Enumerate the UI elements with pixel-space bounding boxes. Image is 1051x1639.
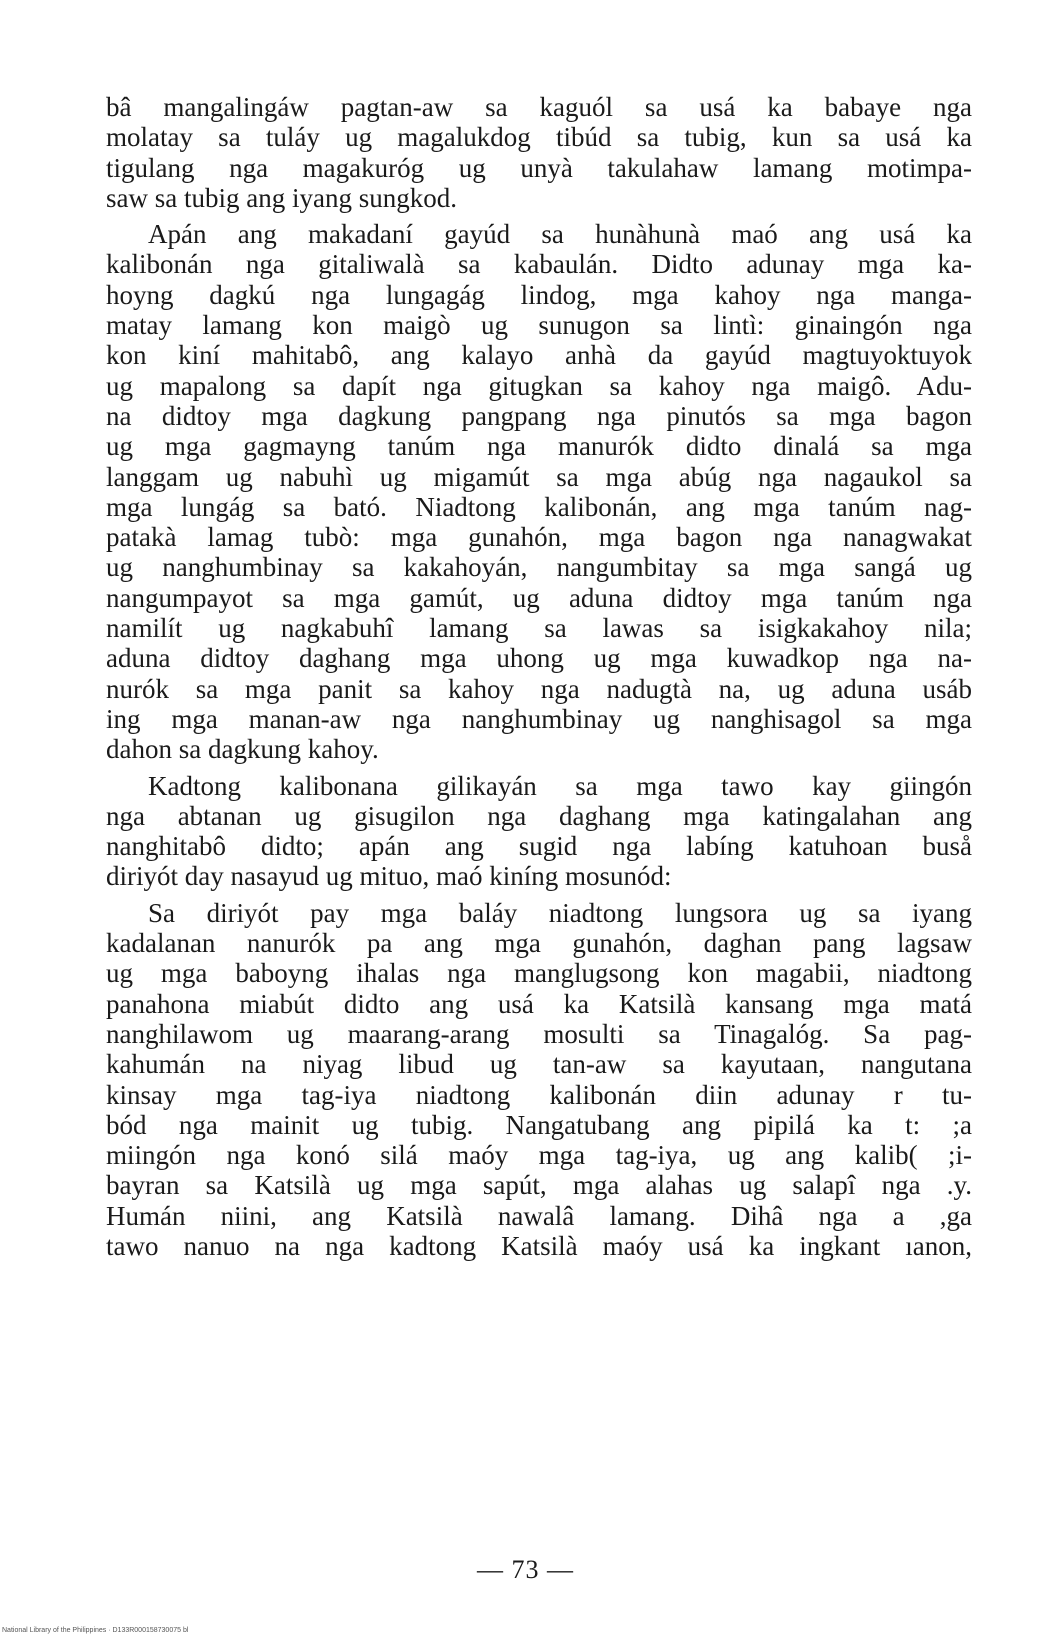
text-line: nanghilawom ug maarang-arang mosulti sa Tinagalóg. Sa pag- bbox=[106, 1018, 972, 1049]
text-line: bâ mangalingáw pagtan-aw sa kaguól sa usá ka babaye nga bbox=[106, 92, 972, 122]
text-line: molatay sa tuláy ug magalukdog tibúd sa tubig, kun sa usá ka bbox=[106, 122, 972, 153]
text-line: bód nga mainit ug tubig. Nangatubang ang pipilá ka t: ;a bbox=[106, 1109, 972, 1140]
text-line: patakà lamag tubò: mga gunahón, mga bagon nga nanagwakat bbox=[106, 522, 972, 553]
text-line: kon kiní mahitabô, ang kalayo anhà da gayúd magtuyoktuyok bbox=[106, 340, 972, 371]
text-line: dahon sa dagkung kahoy. bbox=[106, 734, 379, 765]
text-line: ug mga gagmayng tanúm nga manurók didto dinalá sa mga bbox=[106, 431, 972, 462]
text-line: Humán niini, ang Katsilà nawalâ lamang. Dihâ nga a ,ga bbox=[106, 1200, 972, 1231]
text-line: kinsay mga tag-iya niadtong kalibonán diin adunay r tu- bbox=[106, 1079, 972, 1110]
paragraph bbox=[106, 219, 972, 764]
text-line: matay lamang kon maigò ug sunugon sa lintì: ginaingón nga bbox=[106, 310, 972, 341]
text-line: ug mapalong sa dapít nga gitugkan sa kahoy nga maigô. Adu- bbox=[106, 370, 972, 401]
text-line: diriyót day nasayud ug mituo, maó kiníng mosunód: bbox=[106, 861, 672, 892]
text-line: ug nanghumbinay sa kakahoyán, nangumbitay sa mga sangá ug bbox=[106, 552, 972, 583]
text-line: kadalanan nanurók pa ang mga gunahón, daghan pang lagsaw bbox=[106, 928, 972, 959]
text-line: langgam ug nabuhì ug migamút sa mga abúg nga nagaukol sa bbox=[106, 461, 972, 492]
text-line: na didtoy mga dagkung pangpang nga pinutós sa mga bagon bbox=[106, 400, 972, 431]
text-line: mga lungág sa bató. Niadtong kalibonán, ang mga tanúm nag- bbox=[106, 491, 972, 522]
text-line: miingón nga konó silá maóy mga tag-iya, ug ang kalib( ;i- bbox=[106, 1140, 972, 1171]
text-line: Sa diriyót pay mga baláy niadtong lungsora ug sa iyang bbox=[148, 897, 972, 928]
text-line: tawo nanuo na nga kadtong Katsilà maóy usá ka ingkant ıanon, bbox=[106, 1230, 972, 1261]
text-line: tigulang nga magakuróg ug unyà takulahaw lamang motimpa- bbox=[106, 152, 972, 183]
text-line: ing mga manan-aw nga nanghumbinay ug nanghisagol sa mga bbox=[106, 703, 972, 734]
text-line: bayran sa Katsilà ug mga sapút, mga alahas ug salapî nga .y. bbox=[106, 1170, 972, 1201]
paragraph bbox=[106, 771, 972, 892]
text-line: aduna didtoy daghang mga uhong ug mga kuwadkop nga na- bbox=[106, 643, 972, 674]
text-line: hoyng dagkú nga lungagág lindog, mga kahoy nga manga- bbox=[106, 279, 972, 310]
page-number: — 73 — bbox=[477, 1555, 574, 1584]
paragraph bbox=[106, 898, 972, 1262]
text-line: namilít ug nagkabuhî lamang sa lawas sa isigkakahoy nila; bbox=[106, 613, 972, 644]
text-line: Apán ang makadaní gayúd sa hunàhunà maó ang usá ka bbox=[148, 219, 972, 250]
footer-credit: National Library of the Philippines · D133R000158730075 bl bbox=[2, 1627, 189, 1634]
text-line: nangumpayot sa mga gamút, ug aduna didtoy mga tanúm nga bbox=[106, 582, 972, 613]
text-line: panahona miabút didto ang usá ka Katsilà kansang mga matá bbox=[106, 988, 972, 1019]
text-line: ug mga baboyng ihalas nga manglugsong kon magabii, niadtong bbox=[106, 958, 972, 989]
text-line: saw sa tubig ang iyang sungkod. bbox=[106, 182, 457, 213]
body-text bbox=[106, 92, 972, 1261]
text-line: nanghitabô didto; apán ang sugid nga labíng katuhoan buså bbox=[106, 831, 972, 862]
text-line: kahumán na niyag libud ug tan-aw sa kayutaan, nangutana bbox=[106, 1049, 972, 1080]
paragraph bbox=[106, 92, 972, 213]
text-line: kalibonán nga gitaliwalà sa kabaulán. Didto adunay mga ka- bbox=[106, 249, 972, 280]
text-line: Kadtong kalibonana gilikayán sa mga tawo kay giingón bbox=[148, 770, 972, 801]
text-line: nurók sa mga panit sa kahoy nga nadugtà na, ug aduna usáb bbox=[106, 673, 972, 704]
text-line: nga abtanan ug gisugilon nga daghang mga katingalahan ang bbox=[106, 800, 972, 831]
